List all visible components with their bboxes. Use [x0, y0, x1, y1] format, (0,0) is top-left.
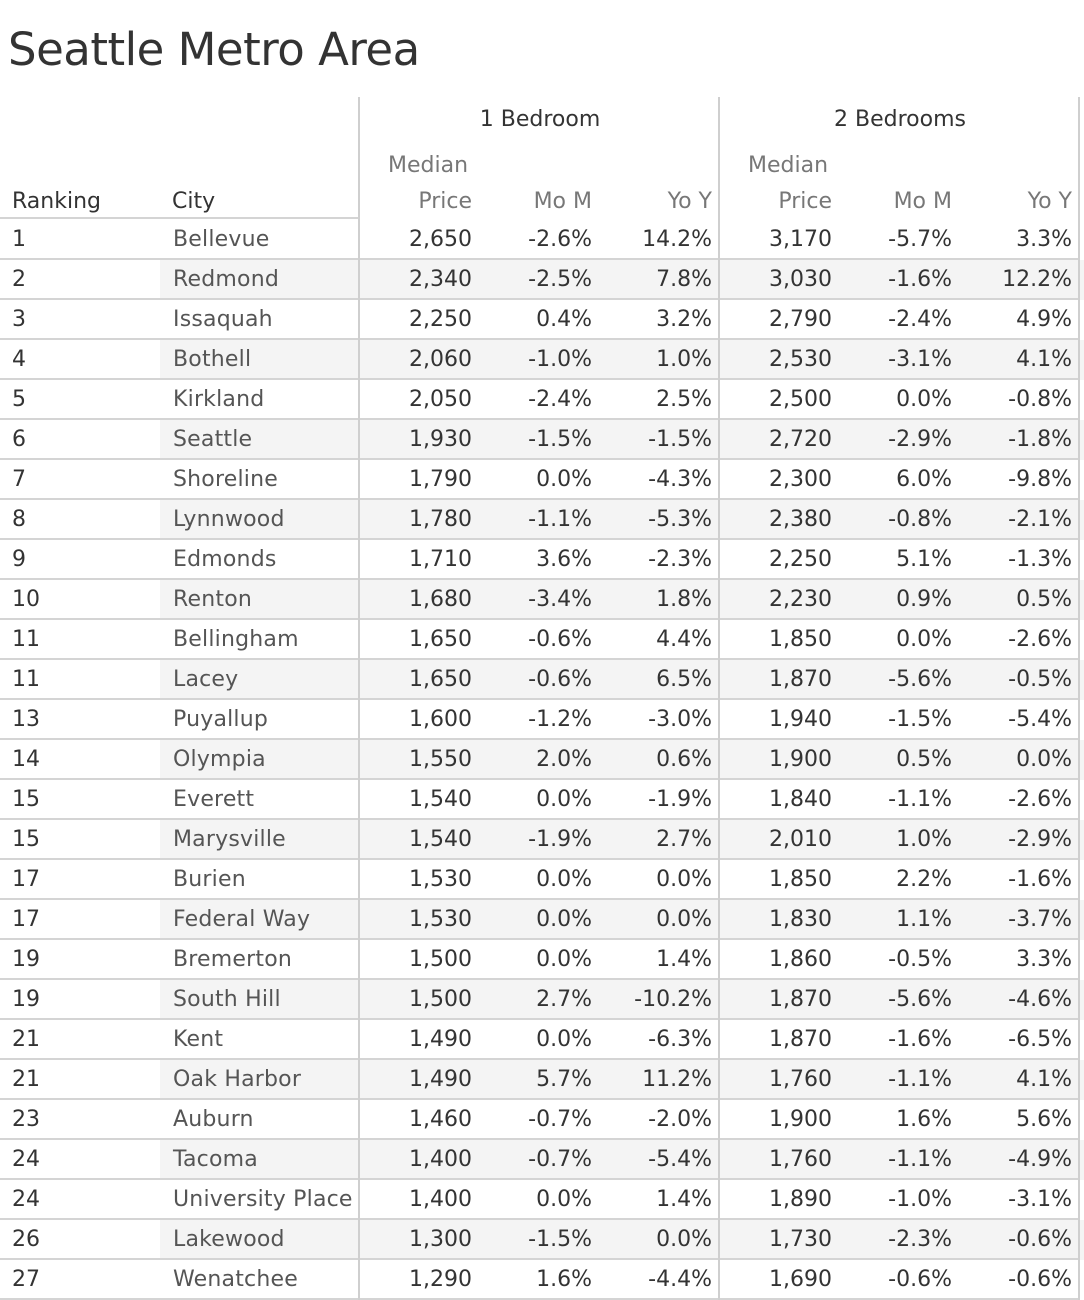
cell-b2-mom: -3.1%	[888, 347, 952, 372]
cell-b1-price: 1,290	[409, 1267, 472, 1292]
cell-ranking: 21	[12, 1067, 40, 1092]
cell-b2-mom: -0.5%	[888, 947, 952, 972]
cell-b1-yoy: -4.3%	[648, 467, 712, 492]
cell-b1-price: 1,930	[409, 427, 472, 452]
cell-b2-yoy: -0.5%	[1008, 667, 1072, 692]
cell-ranking: 13	[12, 707, 40, 732]
cell-city: South Hill	[173, 987, 281, 1012]
cell-b2-price: 1,760	[769, 1147, 832, 1172]
cell-b1-yoy: -1.9%	[648, 787, 712, 812]
cell-b2-price: 2,010	[769, 827, 832, 852]
cell-b1-yoy: -1.5%	[648, 427, 712, 452]
cell-ranking: 9	[12, 547, 26, 572]
cell-b2-yoy: -6.5%	[1008, 1027, 1072, 1052]
cell-b1-yoy: 0.0%	[656, 1227, 712, 1252]
table-row	[0, 860, 1084, 900]
cell-b1-yoy: 0.6%	[656, 747, 712, 772]
column-divider-2	[718, 97, 720, 1300]
cell-b2-yoy: -3.1%	[1008, 1187, 1072, 1212]
cell-b1-mom: -0.6%	[528, 627, 592, 652]
cell-b2-mom: -1.5%	[888, 707, 952, 732]
cell-b2-price: 1,870	[769, 987, 832, 1012]
cell-ranking: 4	[12, 347, 26, 372]
cell-b2-price: 2,530	[769, 347, 832, 372]
table-row	[0, 620, 1084, 660]
cell-b2-price: 2,250	[769, 547, 832, 572]
cell-ranking: 15	[12, 827, 40, 852]
cell-b1-yoy: 14.2%	[642, 227, 712, 252]
cell-city: Wenatchee	[173, 1267, 298, 1292]
cell-city: Federal Way	[173, 907, 311, 932]
cell-b2-yoy: 0.0%	[1016, 747, 1072, 772]
cell-b2-yoy: 12.2%	[1002, 267, 1072, 292]
cell-b1-price: 1,490	[409, 1027, 472, 1052]
cell-ranking: 8	[12, 507, 26, 532]
cell-city: Burien	[173, 867, 246, 892]
cell-b2-yoy: -9.8%	[1008, 467, 1072, 492]
cell-b2-yoy: -0.6%	[1008, 1227, 1072, 1252]
cell-b2-price: 1,690	[769, 1267, 832, 1292]
cell-b1-yoy: 0.0%	[656, 907, 712, 932]
table-row	[0, 1100, 1084, 1140]
table-row	[0, 820, 1084, 860]
cell-b2-yoy: 4.1%	[1016, 347, 1072, 372]
cell-b1-price: 1,780	[409, 507, 472, 532]
cell-b1-yoy: -6.3%	[648, 1027, 712, 1052]
cell-b1-mom: 3.6%	[536, 547, 592, 572]
cell-b1-yoy: 0.0%	[656, 867, 712, 892]
column-header-b1-median: Median	[388, 153, 469, 178]
cell-b2-mom: -1.1%	[888, 787, 952, 812]
cell-b2-mom: -1.6%	[888, 267, 952, 292]
column-divider-3	[1078, 97, 1080, 1300]
cell-city: Redmond	[173, 267, 279, 292]
cell-b2-yoy: 4.1%	[1016, 1067, 1072, 1092]
cell-b1-yoy: -2.0%	[648, 1107, 712, 1132]
cell-b2-yoy: 3.3%	[1016, 947, 1072, 972]
column-header-b1-price: Price	[418, 189, 472, 214]
cell-b2-mom: 6.0%	[896, 467, 952, 492]
cell-b1-yoy: 6.5%	[656, 667, 712, 692]
cell-b2-yoy: -4.6%	[1008, 987, 1072, 1012]
cell-b1-price: 1,530	[409, 907, 472, 932]
cell-b1-mom: 0.0%	[536, 947, 592, 972]
cell-b1-mom: 0.0%	[536, 1027, 592, 1052]
cell-b1-mom: 0.0%	[536, 907, 592, 932]
table-row	[0, 1180, 1084, 1220]
header-divider	[0, 217, 360, 219]
column-header-b2-yoy: Yo Y	[1027, 189, 1072, 214]
cell-b2-mom: 5.1%	[896, 547, 952, 572]
cell-b1-mom: -1.5%	[528, 427, 592, 452]
cell-b1-mom: -1.9%	[528, 827, 592, 852]
cell-b1-price: 1,650	[409, 667, 472, 692]
cell-b2-mom: -1.1%	[888, 1147, 952, 1172]
page-title: Seattle Metro Area	[8, 23, 420, 76]
cell-b2-mom: -0.8%	[888, 507, 952, 532]
cell-b2-mom: 1.6%	[896, 1107, 952, 1132]
cell-ranking: 26	[12, 1227, 40, 1252]
cell-b1-mom: -3.4%	[528, 587, 592, 612]
cell-b1-yoy: 3.2%	[656, 307, 712, 332]
cell-b2-yoy: 5.6%	[1016, 1107, 1072, 1132]
cell-b2-price: 1,900	[769, 747, 832, 772]
cell-b1-price: 2,650	[409, 227, 472, 252]
table-row	[0, 1020, 1084, 1060]
cell-b2-mom: 0.0%	[896, 627, 952, 652]
cell-b2-price: 2,230	[769, 587, 832, 612]
cell-b1-yoy: 2.7%	[656, 827, 712, 852]
cell-b1-yoy: 1.4%	[656, 1187, 712, 1212]
cell-b2-mom: -5.6%	[888, 987, 952, 1012]
cell-b1-yoy: -3.0%	[648, 707, 712, 732]
cell-b1-price: 1,600	[409, 707, 472, 732]
cell-b1-price: 1,540	[409, 787, 472, 812]
cell-b2-mom: 1.0%	[896, 827, 952, 852]
cell-b2-mom: -1.6%	[888, 1027, 952, 1052]
table-row	[0, 420, 1084, 460]
cell-b1-price: 1,550	[409, 747, 472, 772]
cell-city: Seattle	[173, 427, 253, 452]
cell-b1-mom: 0.4%	[536, 307, 592, 332]
table-row	[0, 1260, 1084, 1300]
cell-b1-mom: -0.7%	[528, 1147, 592, 1172]
table-row	[0, 660, 1084, 700]
table-row	[0, 1220, 1084, 1260]
cell-city: Auburn	[173, 1107, 254, 1132]
cell-city: Bellevue	[173, 227, 270, 252]
cell-city: Bothell	[173, 347, 252, 372]
cell-city: Oak Harbor	[173, 1067, 302, 1092]
cell-b2-yoy: -5.4%	[1008, 707, 1072, 732]
cell-b2-price: 1,940	[769, 707, 832, 732]
cell-b2-mom: -0.6%	[888, 1267, 952, 1292]
cell-b1-yoy: 11.2%	[642, 1067, 712, 1092]
cell-b2-mom: -2.4%	[888, 307, 952, 332]
cell-city: Edmonds	[173, 547, 277, 572]
group-header-2-bedrooms: 2 Bedrooms	[834, 107, 966, 132]
cell-b2-mom: -1.1%	[888, 1067, 952, 1092]
cell-b2-yoy: -2.9%	[1008, 827, 1072, 852]
cell-ranking: 10	[12, 587, 40, 612]
cell-city: Lacey	[173, 667, 239, 692]
cell-b2-price: 3,030	[769, 267, 832, 292]
cell-b1-mom: 1.6%	[536, 1267, 592, 1292]
cell-b1-mom: 0.0%	[536, 1187, 592, 1212]
table-row	[0, 260, 1084, 300]
cell-b1-yoy: 2.5%	[656, 387, 712, 412]
cell-b1-price: 1,460	[409, 1107, 472, 1132]
cell-b2-mom: 0.0%	[896, 387, 952, 412]
cell-b1-mom: -1.0%	[528, 347, 592, 372]
cell-b1-price: 2,050	[409, 387, 472, 412]
cell-b2-price: 1,890	[769, 1187, 832, 1212]
table-row	[0, 740, 1084, 780]
group-header-1-bedroom: 1 Bedroom	[479, 107, 601, 132]
cell-city: Issaquah	[173, 307, 273, 332]
cell-b2-mom: -2.3%	[888, 1227, 952, 1252]
cell-city: Kent	[173, 1027, 224, 1052]
cell-b1-price: 1,300	[409, 1227, 472, 1252]
cell-b1-mom: 0.0%	[536, 867, 592, 892]
cell-city: Lakewood	[173, 1227, 285, 1252]
cell-b1-price: 1,500	[409, 947, 472, 972]
cell-city: Bellingham	[173, 627, 299, 652]
column-header-city: City	[172, 189, 216, 214]
cell-b1-mom: -1.1%	[528, 507, 592, 532]
cell-city: Everett	[173, 787, 255, 812]
cell-b1-yoy: 1.4%	[656, 947, 712, 972]
table-row	[0, 460, 1084, 500]
table-row	[0, 300, 1084, 340]
cell-ranking: 19	[12, 987, 40, 1012]
table-row	[0, 700, 1084, 740]
cell-b2-price: 2,500	[769, 387, 832, 412]
column-header-b2-mom: Mo M	[893, 189, 952, 214]
cell-b1-mom: 2.7%	[536, 987, 592, 1012]
cell-b2-price: 1,850	[769, 627, 832, 652]
cell-ranking: 11	[12, 667, 40, 692]
cell-b2-yoy: 0.5%	[1016, 587, 1072, 612]
cell-b1-mom: -0.7%	[528, 1107, 592, 1132]
cell-b2-yoy: -4.9%	[1008, 1147, 1072, 1172]
cell-b2-price: 1,900	[769, 1107, 832, 1132]
cell-b2-yoy: -3.7%	[1008, 907, 1072, 932]
cell-b2-mom: 1.1%	[896, 907, 952, 932]
cell-b1-yoy: 4.4%	[656, 627, 712, 652]
cell-ranking: 14	[12, 747, 40, 772]
cell-b2-yoy: -1.3%	[1008, 547, 1072, 572]
cell-b2-mom: -5.6%	[888, 667, 952, 692]
cell-b2-price: 1,840	[769, 787, 832, 812]
table-row	[0, 1140, 1084, 1180]
cell-b2-yoy: -0.8%	[1008, 387, 1072, 412]
table-row	[0, 1060, 1084, 1100]
cell-b2-price: 1,870	[769, 667, 832, 692]
cell-b2-yoy: -1.6%	[1008, 867, 1072, 892]
cell-b2-price: 1,870	[769, 1027, 832, 1052]
cell-city: Olympia	[173, 747, 266, 772]
cell-b2-mom: 0.5%	[896, 747, 952, 772]
cell-b1-yoy: -2.3%	[648, 547, 712, 572]
cell-b1-price: 1,540	[409, 827, 472, 852]
cell-b1-price: 1,790	[409, 467, 472, 492]
cell-city: Shoreline	[173, 467, 278, 492]
cell-ranking: 1	[12, 227, 26, 252]
cell-b1-mom: 0.0%	[536, 467, 592, 492]
column-header-b2-price: Price	[778, 189, 832, 214]
cell-city: Bremerton	[173, 947, 293, 972]
cell-city: Renton	[173, 587, 253, 612]
column-header-b1-yoy: Yo Y	[667, 189, 712, 214]
cell-ranking: 17	[12, 907, 40, 932]
cell-b2-yoy: -0.6%	[1008, 1267, 1072, 1292]
cell-city: Puyallup	[173, 707, 269, 732]
table-row	[0, 580, 1084, 620]
table-row	[0, 380, 1084, 420]
cell-b2-price: 2,380	[769, 507, 832, 532]
cell-b1-mom: -2.6%	[528, 227, 592, 252]
cell-b2-price: 1,850	[769, 867, 832, 892]
cell-b1-yoy: -5.3%	[648, 507, 712, 532]
cell-b1-mom: 0.0%	[536, 787, 592, 812]
cell-b1-price: 1,490	[409, 1067, 472, 1092]
table-row	[0, 340, 1084, 380]
cell-b2-price: 1,860	[769, 947, 832, 972]
cell-b1-yoy: -4.4%	[648, 1267, 712, 1292]
table-row	[0, 780, 1084, 820]
cell-city: University Place	[173, 1187, 353, 1212]
cell-b1-mom: -2.4%	[528, 387, 592, 412]
cell-ranking: 17	[12, 867, 40, 892]
cell-b2-price: 2,790	[769, 307, 832, 332]
cell-b2-yoy: 4.9%	[1016, 307, 1072, 332]
cell-b1-price: 2,340	[409, 267, 472, 292]
cell-b2-mom: -5.7%	[888, 227, 952, 252]
cell-city: Tacoma	[173, 1147, 258, 1172]
cell-b1-price: 1,710	[409, 547, 472, 572]
cell-ranking: 24	[12, 1147, 40, 1172]
table-row	[0, 940, 1084, 980]
cell-city: Marysville	[173, 827, 286, 852]
cell-ranking: 2	[12, 267, 26, 292]
cell-ranking: 23	[12, 1107, 40, 1132]
cell-b2-price: 1,730	[769, 1227, 832, 1252]
cell-b1-price: 2,060	[409, 347, 472, 372]
cell-b1-yoy: 1.8%	[656, 587, 712, 612]
cell-b1-mom: -1.5%	[528, 1227, 592, 1252]
table-row	[0, 540, 1084, 580]
column-header-b2-median: Median	[748, 153, 829, 178]
cell-b1-price: 1,680	[409, 587, 472, 612]
cell-ranking: 3	[12, 307, 26, 332]
cell-b2-price: 1,760	[769, 1067, 832, 1092]
cell-b2-mom: -2.9%	[888, 427, 952, 452]
cell-b1-mom: -2.5%	[528, 267, 592, 292]
cell-b2-yoy: -2.1%	[1008, 507, 1072, 532]
cell-ranking: 5	[12, 387, 26, 412]
cell-b2-mom: 0.9%	[896, 587, 952, 612]
cell-b2-yoy: -2.6%	[1008, 627, 1072, 652]
column-header-ranking: Ranking	[12, 189, 101, 214]
cell-b2-mom: 2.2%	[896, 867, 952, 892]
cell-b2-price: 3,170	[769, 227, 832, 252]
cell-b1-price: 1,500	[409, 987, 472, 1012]
column-header-b1-mom: Mo M	[533, 189, 592, 214]
cell-b1-yoy: -5.4%	[648, 1147, 712, 1172]
cell-b1-mom: -1.2%	[528, 707, 592, 732]
cell-b1-price: 1,400	[409, 1187, 472, 1212]
cell-ranking: 21	[12, 1027, 40, 1052]
cell-b1-price: 2,250	[409, 307, 472, 332]
table-row	[0, 980, 1084, 1020]
cell-b2-yoy: 3.3%	[1016, 227, 1072, 252]
cell-b1-mom: 5.7%	[536, 1067, 592, 1092]
cell-b2-mom: -1.0%	[888, 1187, 952, 1212]
cell-b2-yoy: -1.8%	[1008, 427, 1072, 452]
cell-ranking: 15	[12, 787, 40, 812]
table-row	[0, 500, 1084, 540]
cell-b2-yoy: -2.6%	[1008, 787, 1072, 812]
cell-b1-yoy: 1.0%	[656, 347, 712, 372]
cell-b2-price: 2,720	[769, 427, 832, 452]
cell-city: Lynnwood	[173, 507, 285, 532]
column-divider-1	[358, 97, 360, 1300]
cell-ranking: 11	[12, 627, 40, 652]
cell-b1-mom: 2.0%	[536, 747, 592, 772]
table-row	[0, 900, 1084, 940]
cell-b1-price: 1,400	[409, 1147, 472, 1172]
cell-ranking: 19	[12, 947, 40, 972]
cell-ranking: 27	[12, 1267, 40, 1292]
cell-b1-price: 1,650	[409, 627, 472, 652]
cell-city: Kirkland	[173, 387, 265, 412]
table-row	[0, 220, 1084, 260]
cell-b2-price: 2,300	[769, 467, 832, 492]
cell-b1-price: 1,530	[409, 867, 472, 892]
cell-b1-mom: -0.6%	[528, 667, 592, 692]
cell-b1-yoy: 7.8%	[656, 267, 712, 292]
cell-ranking: 24	[12, 1187, 40, 1212]
cell-ranking: 6	[12, 427, 26, 452]
cell-ranking: 7	[12, 467, 26, 492]
cell-b1-yoy: -10.2%	[634, 987, 712, 1012]
cell-b2-price: 1,830	[769, 907, 832, 932]
